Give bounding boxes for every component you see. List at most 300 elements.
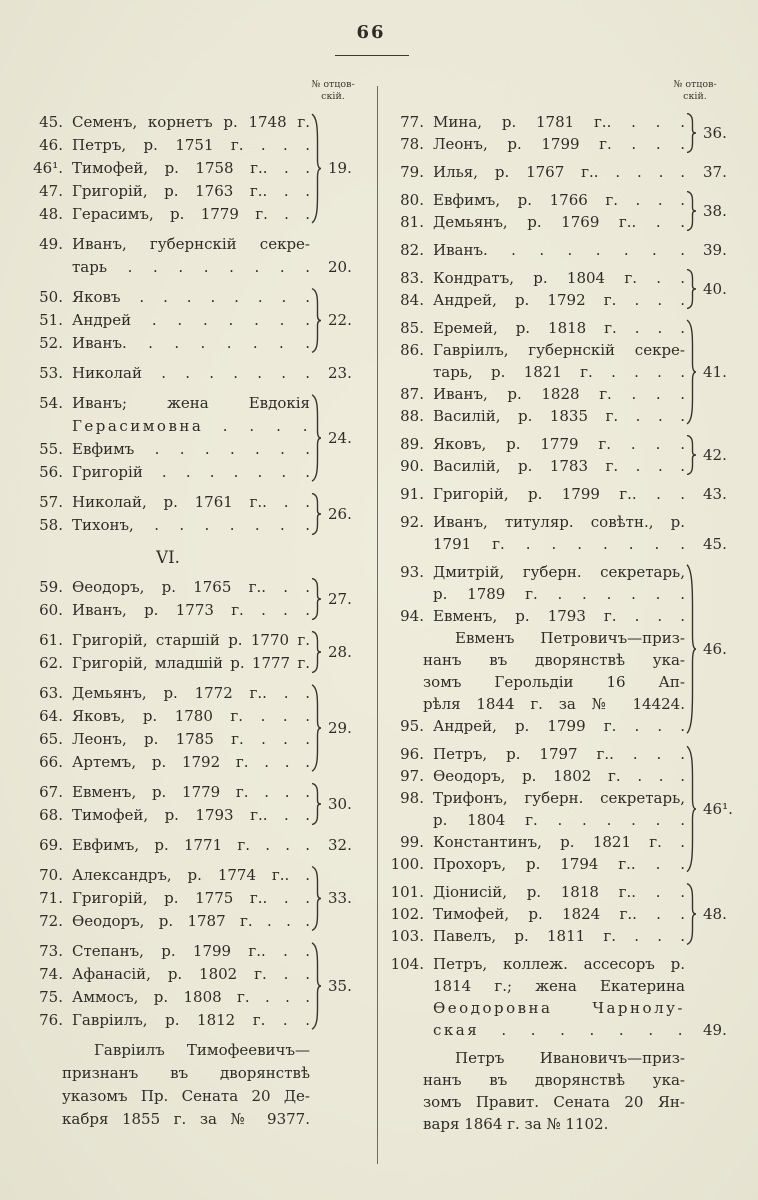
entry-rows: [26, 392, 310, 484]
entry-text: Діонисій, р. 1818 г.. . .: [433, 883, 685, 901]
entry-text: Леонъ, р. 1785 г. . . .: [72, 730, 310, 748]
entry-row: [387, 881, 685, 903]
entry-row: [387, 433, 685, 455]
entry-row: [387, 627, 685, 649]
entry-row: [26, 781, 310, 804]
entry-number: 85.: [400, 319, 424, 337]
group-brace: [310, 629, 323, 675]
group-number: [323, 546, 365, 569]
entry-block: [26, 286, 365, 355]
brace-glyph: [310, 631, 322, 673]
entry-number: 62.: [39, 654, 63, 672]
entry-number: 76.: [39, 1011, 63, 1029]
entry-block: [387, 1047, 740, 1135]
entry-row: [26, 180, 310, 203]
entry-text: Артемъ, р. 1792 г. . . .: [72, 753, 310, 771]
entry-text: Петръ Ивановичъ—приз-: [455, 1049, 685, 1067]
entry-row: [387, 925, 685, 947]
entry-row: [26, 963, 310, 986]
entry-text: Яковъ . . . . . . . .: [72, 288, 310, 306]
group-number: 27.: [328, 589, 352, 608]
entry-text: Иванъ; жена Евдокія: [72, 394, 310, 412]
entry-number: 58.: [39, 516, 63, 534]
entry-rows: [26, 629, 310, 675]
entry-number: 82.: [400, 241, 424, 259]
group-number: 19.: [328, 159, 352, 177]
entry-block: [26, 546, 365, 569]
column-header-right: [663, 79, 727, 102]
entry-number: 97.: [400, 767, 424, 785]
group-number: 36.: [703, 124, 727, 142]
entry-text: Афанасій, р. 1802 г. . .: [72, 965, 310, 983]
entry-text: Демьянъ, р. 1772 г.. . .: [72, 684, 310, 702]
entry-text: кабря 1855 г. за № 9377.: [62, 1110, 310, 1128]
group-number: 43.: [703, 485, 727, 503]
entry-text: Гавріилъ, р. 1812 г. . .: [72, 1011, 310, 1029]
entry-rows: [387, 433, 685, 477]
entry-row: [26, 1039, 310, 1062]
entry-row: [26, 157, 310, 180]
entry-text: указомъ Пр. Сената 20 Де-: [62, 1087, 310, 1105]
entry-row: [26, 1108, 310, 1131]
brace-glyph: [685, 883, 697, 945]
group-brace: [685, 743, 698, 875]
entry-number: 91.: [400, 485, 424, 503]
entry-number: 67.: [39, 783, 63, 801]
entry-number: 55.: [39, 440, 63, 458]
entry-rows: [387, 511, 685, 555]
entry-rows: [26, 546, 310, 569]
entry-block: [387, 433, 740, 477]
group-number: 37.: [703, 163, 727, 181]
entry-rows: [26, 286, 310, 355]
entry-text: Яковъ, р. 1780 г. . . .: [72, 707, 310, 725]
entry-text: Александръ, р. 1774 г.. .: [72, 866, 310, 884]
entry-block: [387, 317, 740, 427]
entry-row: [26, 864, 310, 887]
entry-number: 68.: [39, 806, 63, 824]
group-number: 20.: [328, 258, 352, 276]
entry-row: [26, 286, 310, 309]
entry-number: 93.: [400, 563, 424, 581]
entry-number: 90.: [400, 457, 424, 475]
entry-number: 52.: [39, 334, 63, 352]
entry-block: [26, 682, 365, 774]
entry-row: [387, 831, 685, 853]
entry-row: [387, 1113, 685, 1135]
entry-row: [26, 751, 310, 774]
entry-text: варя 1864 г. за № 1102.: [423, 1115, 609, 1133]
entry-text: Евменъ, р. 1779 г. . . .: [72, 783, 310, 801]
entry-rows: [26, 1039, 310, 1131]
entry-number: [26, 256, 72, 279]
brace-glyph: [310, 684, 322, 772]
group-number: 33.: [328, 889, 352, 907]
entry-row: [387, 671, 685, 693]
entry-number: [387, 809, 433, 831]
group-brace: [685, 267, 698, 311]
entry-row: [26, 599, 310, 622]
brace-glyph: [310, 866, 322, 931]
entry-row: [26, 728, 310, 751]
group-number: 29.: [328, 718, 352, 737]
entry-row: [387, 383, 685, 405]
entry-text: Тимофей, р. 1793 г.. . .: [72, 806, 310, 824]
entry-text: Ѳеодоръ, р. 1765 г.. . .: [72, 578, 310, 596]
entry-text: Тимофей, р. 1824 г.. . .: [433, 905, 685, 923]
entry-text: Мина, р. 1781 г.. . . .: [433, 113, 685, 131]
entry-row: [26, 629, 310, 652]
entry-text: тарь . . . . . . . .: [72, 258, 310, 276]
entry-block: [387, 511, 740, 555]
entry-block: [387, 161, 740, 183]
group-brace: [310, 864, 323, 933]
entry-text: Петръ, р. 1751 г. . . .: [72, 136, 310, 154]
entry-number: 98.: [400, 789, 424, 807]
group-brace: [685, 953, 698, 1041]
entry-rows: [387, 743, 685, 875]
entry-rows: [26, 111, 310, 226]
group-brace: [310, 546, 323, 569]
column-header-line1: № отцов-: [673, 79, 717, 90]
entry-text: тарь, р. 1821 г. . . . .: [433, 363, 685, 381]
entry-text: Ѳеодоровна Чарнолу-: [433, 999, 685, 1017]
group-number: 46.: [703, 640, 727, 658]
column-header-line2: скій.: [321, 90, 345, 102]
group-number: 35.: [328, 976, 352, 995]
group-brace: [310, 111, 323, 226]
entry-row: [26, 233, 310, 256]
entry-number: 80.: [400, 191, 424, 209]
entry-number: 103.: [390, 927, 424, 945]
entry-rows: [26, 491, 310, 537]
entry-row: [387, 405, 685, 427]
brace-glyph: [685, 563, 697, 735]
entry-row: [387, 997, 685, 1019]
entry-row: [26, 111, 310, 134]
entry-row: [26, 1085, 310, 1108]
entry-row: [26, 415, 310, 438]
brace-glyph: [685, 435, 697, 475]
entry-row: [387, 953, 685, 975]
entry-number: 51.: [39, 311, 63, 329]
entry-number: 49.: [39, 235, 63, 253]
entry-row: [26, 652, 310, 675]
entry-number: 54.: [39, 394, 63, 412]
group-brace: [685, 433, 698, 477]
entry-text: Гавріилъ Тимофеевичъ—: [94, 1041, 310, 1059]
group-brace: [310, 781, 323, 827]
entry-text: Ѳеодоръ, р. 1787 г. . . .: [72, 912, 310, 930]
entry-row: [387, 361, 685, 383]
brace-glyph: [310, 783, 322, 825]
entry-row: [387, 743, 685, 765]
entry-number: 70.: [39, 866, 63, 884]
entry-row: [387, 111, 685, 133]
entry-text: Семенъ, корнетъ р. 1748 г.: [72, 113, 310, 131]
entry-block: [387, 189, 740, 233]
entry-rows: [26, 233, 310, 279]
entry-row: [387, 455, 685, 477]
entry-row: [387, 903, 685, 925]
entry-number: 57.: [39, 493, 63, 511]
entry-row: [26, 804, 310, 827]
entry-row: [387, 715, 685, 737]
entry-text: Иванъ, губернскій секре-: [72, 235, 310, 253]
entry-row: [26, 682, 310, 705]
entry-rows: [26, 940, 310, 1032]
entry-number: 47.: [39, 182, 63, 200]
entry-row: [26, 461, 310, 484]
entry-text: Евфимъ . . . . . . .: [72, 440, 310, 458]
entry-row: [387, 1019, 685, 1041]
entry-text: Тимофей, р. 1758 г.. . .: [72, 159, 310, 177]
entry-text: Дмитрій, губерн. секретарь,: [433, 563, 685, 581]
entry-text: Прохоръ, р. 1794 г.. . .: [433, 855, 685, 873]
entry-row: [387, 339, 685, 361]
entry-text: ская . . . . . . .: [433, 1021, 685, 1039]
entry-number: [387, 361, 433, 383]
entry-row: [26, 1009, 310, 1032]
entry-number: 84.: [400, 291, 424, 309]
entry-rows: [387, 483, 685, 505]
entry-number: 50.: [39, 288, 63, 306]
brace-glyph: [310, 113, 322, 224]
page-number: 66: [356, 22, 386, 43]
brace-glyph: [685, 745, 697, 873]
entry-text: Николай, р. 1761 г.. . .: [72, 493, 310, 511]
group-number: 23.: [328, 364, 352, 382]
entry-number: 81.: [400, 213, 424, 231]
entry-text: Андрей . . . . . . .: [72, 311, 310, 329]
entry-text: Илья, р. 1767 г.. . . . .: [433, 163, 685, 181]
entry-row: [387, 1091, 685, 1113]
entry-number: 99.: [400, 833, 424, 851]
entry-text: зомъ Правит. Сената 20 Ян-: [423, 1093, 685, 1111]
group-brace: [685, 239, 698, 261]
entry-number: [387, 997, 433, 1019]
entry-number: 74.: [39, 965, 63, 983]
entry-row: [26, 834, 310, 857]
group-number: 32.: [328, 836, 352, 854]
entry-rows: [387, 881, 685, 947]
group-number: 39.: [703, 241, 727, 259]
entry-number: 53.: [39, 364, 63, 382]
group-number: 48.: [703, 905, 727, 923]
entry-text: Иванъ, р. 1828 г. . . .: [433, 385, 685, 403]
entry-number: 77.: [400, 113, 424, 131]
entry-row: [387, 267, 685, 289]
entry-row: [387, 853, 685, 875]
entry-number: [387, 1019, 433, 1041]
entry-text: Григорій, старшій р. 1770 г.: [72, 631, 310, 649]
entry-text: Степанъ, р. 1799 г.. . .: [72, 942, 310, 960]
entry-text: Иванъ. . . . . . . .: [433, 241, 685, 259]
entry-text: Григорій, р. 1775 г.. . .: [72, 889, 310, 907]
entry-number: 89.: [400, 435, 424, 453]
entry-number: 87.: [400, 385, 424, 403]
entry-text: 1814 г.; жена Екатерина: [433, 977, 685, 995]
entry-row: [387, 133, 685, 155]
group-brace: [310, 1039, 323, 1131]
entry-number: 46¹.: [33, 159, 63, 177]
entry-number: 83.: [400, 269, 424, 287]
entry-block: [26, 781, 365, 827]
left-column: [26, 111, 365, 1131]
group-number: 26.: [328, 504, 352, 523]
group-number: 41.: [703, 363, 727, 381]
entry-text: 1791 г. . . . . . . .: [433, 535, 685, 553]
entry-rows: [26, 682, 310, 774]
entry-row: [26, 546, 310, 569]
entry-row: [387, 809, 685, 831]
entry-number: 88.: [400, 407, 424, 425]
entry-row: [26, 309, 310, 332]
column-header-line2: скій.: [683, 90, 707, 102]
entry-row: [387, 317, 685, 339]
entry-rows: [387, 953, 685, 1041]
entry-rows: [26, 834, 310, 857]
entry-row: [387, 533, 685, 555]
entry-text: Григорій, р. 1799 г.. . .: [433, 485, 685, 503]
entry-text: Андрей, р. 1792 г. . . .: [433, 291, 685, 309]
entry-text: Евфимъ, р. 1771 г. . . .: [72, 836, 310, 854]
group-number: 30.: [328, 794, 352, 813]
entry-block: [26, 392, 365, 484]
entry-number: 66.: [39, 753, 63, 771]
entry-block: [387, 881, 740, 947]
group-brace: [310, 362, 323, 385]
entry-rows: [387, 239, 685, 261]
group-number: [698, 1047, 740, 1135]
column-header-left: [301, 79, 365, 102]
entry-text: Демьянъ, р. 1769 г.. . .: [433, 213, 685, 231]
entry-row: [387, 161, 685, 183]
group-number: [323, 1039, 365, 1131]
entry-text: Андрей, р. 1799 г. . . .: [433, 717, 685, 735]
brace-glyph: [310, 578, 322, 620]
entry-block: [26, 1039, 365, 1131]
group-number: 40.: [703, 280, 727, 298]
entry-number: 56.: [39, 463, 63, 481]
entry-text: Евменъ, р. 1793 г. . . .: [433, 607, 685, 625]
entry-text: Евменъ Петровичъ—приз-: [455, 629, 685, 647]
entry-block: [26, 629, 365, 675]
entry-row: [26, 332, 310, 355]
group-brace: [310, 682, 323, 774]
entry-number: 96.: [400, 745, 424, 763]
group-brace: [685, 561, 698, 737]
entry-row: [26, 910, 310, 933]
entry-block: [387, 483, 740, 505]
entry-row: [26, 491, 310, 514]
entry-text: Василій, р. 1835 г. . . .: [433, 407, 685, 425]
entry-row: [26, 203, 310, 226]
entry-text: Гавріилъ, губернскій секре-: [433, 341, 685, 359]
group-number: 46¹.: [703, 800, 733, 818]
entry-rows: [26, 781, 310, 827]
group-brace: [685, 483, 698, 505]
entry-block: [387, 561, 740, 737]
entry-text: Григорій, младшій р. 1777 г.: [72, 654, 310, 672]
entry-row: [387, 289, 685, 311]
entry-row: [387, 787, 685, 809]
entry-text: Николай . . . . . . .: [72, 364, 310, 382]
entry-number: 79.: [400, 163, 424, 181]
entry-row: [387, 975, 685, 997]
entry-rows: [387, 189, 685, 233]
entry-number: 72.: [39, 912, 63, 930]
entry-number: 46.: [39, 136, 63, 154]
entry-rows: [26, 864, 310, 933]
entry-number: 73.: [39, 942, 63, 960]
entry-number: 59.: [39, 578, 63, 596]
entry-block: [26, 233, 365, 279]
entry-block: [387, 111, 740, 155]
brace-glyph: [310, 394, 322, 482]
entry-row: [26, 256, 310, 279]
group-brace: [685, 161, 698, 183]
entry-row: [26, 362, 310, 385]
group-brace: [310, 286, 323, 355]
entry-text: Иванъ, титуляр. совѣтн., р.: [433, 513, 685, 531]
group-number: 49.: [703, 1021, 727, 1039]
entry-text: Тихонъ, . . . . . . .: [72, 516, 310, 534]
entry-number: 45.: [39, 113, 63, 131]
entry-text: Иванъ. . . . . . . .: [72, 334, 310, 352]
entry-text: VI.: [156, 548, 180, 567]
column-divider-rule: [377, 86, 378, 1164]
brace-glyph: [685, 269, 697, 309]
entry-text: Василій, р. 1783 г. . . .: [433, 457, 685, 475]
entry-text: нанъ въ дворянствѣ ука-: [423, 651, 685, 669]
page-number-rule: [335, 55, 409, 56]
entry-rows: [387, 1047, 685, 1135]
entry-number: 86.: [400, 341, 424, 359]
entry-text: Константинъ, р. 1821 г. .: [433, 833, 685, 851]
entry-block: [387, 239, 740, 261]
entry-row: [26, 134, 310, 157]
entry-text: Аммосъ, р. 1808 г. . . .: [72, 988, 310, 1006]
brace-glyph: [310, 288, 322, 353]
entry-number: 60.: [39, 601, 63, 619]
entry-text: Еремей, р. 1818 г. . . .: [433, 319, 685, 337]
group-brace: [310, 233, 323, 279]
entry-number: 100.: [390, 855, 424, 873]
group-brace: [310, 491, 323, 537]
group-brace: [310, 834, 323, 857]
entry-rows: [387, 561, 685, 737]
group-number: 45.: [703, 535, 727, 553]
entry-row: [387, 561, 685, 583]
entry-row: [387, 211, 685, 233]
entry-number: [387, 975, 433, 997]
brace-glyph: [310, 942, 322, 1030]
entry-row: [26, 1062, 310, 1085]
entry-row: [26, 438, 310, 461]
entry-number: 48.: [39, 205, 63, 223]
brace-glyph: [310, 493, 322, 535]
entry-number: 75.: [39, 988, 63, 1006]
entry-text: Леонъ, р. 1799 г. . . .: [433, 135, 685, 153]
entry-row: [387, 1069, 685, 1091]
column-header-line1: № отцов-: [311, 79, 355, 90]
entry-text: Григорій, р. 1763 г.. . .: [72, 182, 310, 200]
entry-row: [387, 649, 685, 671]
group-brace: [685, 111, 698, 155]
entry-row: [387, 511, 685, 533]
entry-row: [26, 887, 310, 910]
